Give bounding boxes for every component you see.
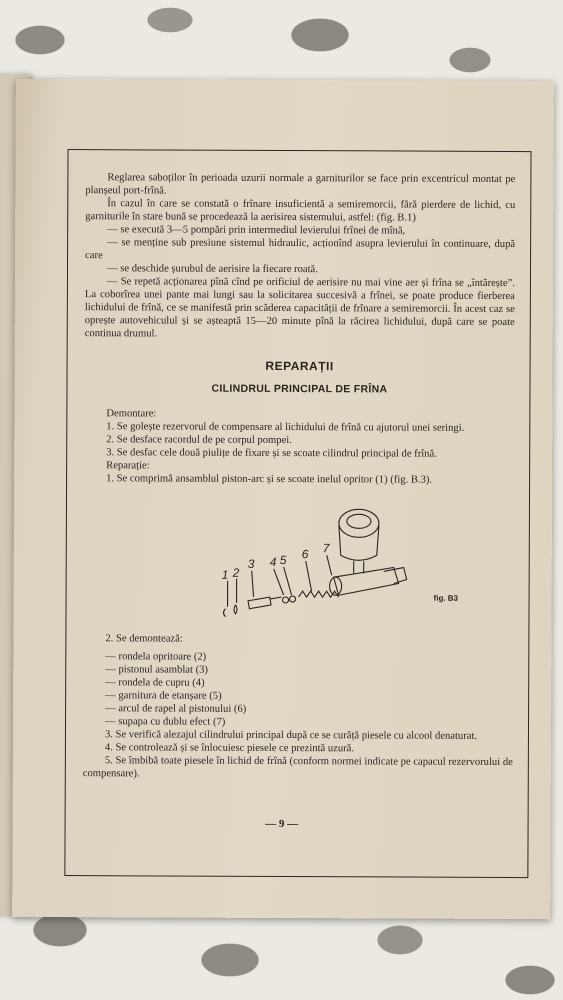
reservoir-icon [339, 509, 379, 573]
demontare-label: Demontare: [106, 408, 157, 420]
demontare-step: 3. Se desfac cele două piulițe de fixare și se scoate cilindrul principal de frînă. [106, 447, 437, 460]
part-number: 4 [269, 554, 277, 569]
section-title: REPARAȚII [265, 358, 334, 374]
stop-washer-icon [234, 605, 237, 614]
disassembly-list [83, 632, 514, 782]
intro-block [85, 171, 516, 342]
document-page [12, 79, 554, 919]
part-item: — pistonul asamblat (3) [105, 664, 208, 676]
demontare-step: 2. Se desface racordul de pe corpul pompei. [106, 434, 292, 447]
demontare-step: 1. Se golește rezervorul de compensare al lichidului de frînă cu ajutorul unei seringi. [106, 421, 465, 434]
step-2: 2. Se demontează: [105, 633, 183, 645]
intro-item: — se menține sub presiune sistemul hidraulic, acționînd asupra levierului în continuare, după care [85, 237, 516, 262]
part-number: 1 [221, 567, 229, 582]
reparatie-step: 1. Se comprimă ansamblul piston-arc și se scoate inelul opritor (1) (fig. B.3). [106, 473, 433, 486]
part-item: — rondela de cupru (4) [105, 677, 205, 689]
page-number: — 9 — [265, 817, 299, 831]
part-number: 7 [322, 541, 330, 556]
intro-paragraph-2: În cazul în care se constată o frînare insuficientă a semiremorcii, fără pierdere de lichid, cu garniturile în stare bună se procedează la aerisirea sistemului, astfel: (fig. B.1) [85, 198, 516, 224]
step-4: 4. Se controlează și se înlocuiesc piesele ce prezintă uzură. [104, 742, 355, 755]
figure-label: fig. B3 [433, 593, 459, 603]
intro-item: — se execută 3—5 pompări prin intermediul levierului frînei de mînă, [107, 224, 406, 237]
cylinder-body-icon [330, 567, 407, 595]
step-5: 5. Se îmbibă toate piesele în lichid de frînă (conform normei indicate pe capacul rezervorului de compensare). [82, 755, 513, 780]
spring-icon [299, 591, 339, 597]
piston-icon [248, 597, 282, 609]
step-3: 3. Se verifică alezajul cilindrului principal după ce se curăță piesele cu alcool denaturat. [104, 729, 478, 742]
part-number: 3 [247, 556, 255, 571]
part-item: — garnitura de etanșare (5) [105, 690, 222, 702]
repair-section [84, 359, 515, 487]
section-subtitle: CILINDRUL PRINCIPAL DE FRÎNA [211, 382, 388, 396]
part-number: 2 [232, 565, 240, 580]
intro-paragraph-1: Reglarea saboților în perioada uzurii normale a garniturilor se face prin excentricul montat pe planșeul port-frînă. [85, 172, 516, 197]
part-number: 6 [301, 547, 309, 562]
reparatie-label: Reparație: [106, 460, 150, 472]
brake-cylinder-diagram [203, 495, 434, 626]
ring-icon [223, 609, 225, 617]
washer-icon [283, 597, 289, 603]
part-number: 5 [279, 552, 287, 568]
part-item: — rondela opritoare (2) [105, 651, 207, 663]
part-item: — supapa cu dublu efect (7) [105, 716, 226, 728]
part-item: — arcul de rapel al pistonului (6) [105, 703, 247, 715]
intro-item: — se deschide șurubul de aerisire la fiecare roată. [106, 263, 318, 276]
seal-icon [290, 596, 296, 602]
intro-item: — Se repetă acționarea pînă cînd pe orificiul de aerisire nu mai vine aer și frîna se „întărește”. La coborîrea unei pante mai lungi sau la solicitarea succesivă a frînei, se poate produce fierberea lichidului de frînă, ce se manifestă prin scăderea capacității de frînare a semiremorcii. În acest caz se oprește autovehiculul și se așteaptă 15—20 minute pînă la răcirea lichidului, după care se poate continua drumul. [84, 276, 515, 340]
